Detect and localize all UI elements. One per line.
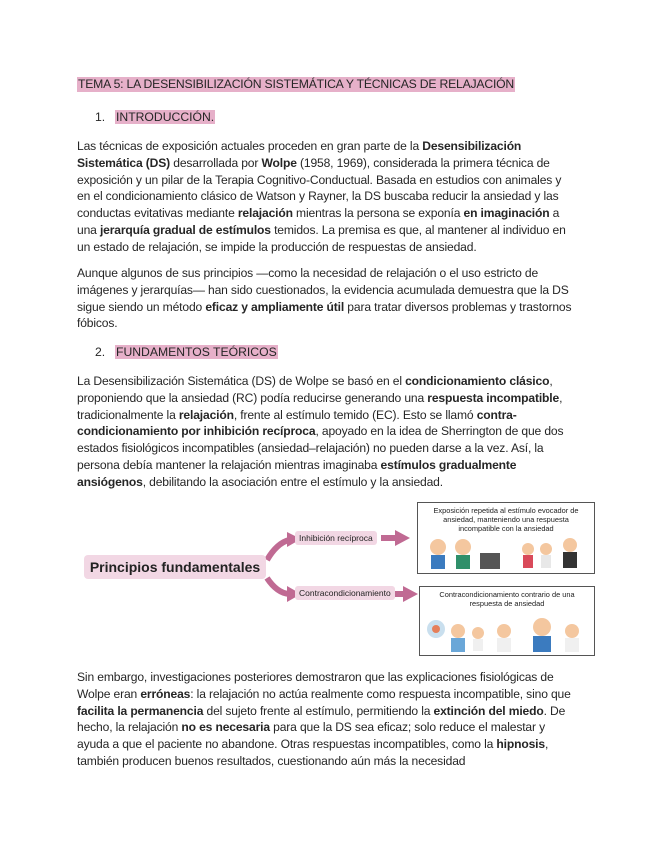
paragraph-fundamentos: [77, 373, 577, 491]
section-heading-fundamentos: [95, 345, 278, 360]
text-run: desarrollada por: [170, 155, 262, 170]
bold-run: Desensibilización Sistemática (DS): [77, 139, 522, 170]
bold-run: jerarquía gradual de estímulos: [99, 222, 271, 237]
arrow-to-inhibicion: [267, 540, 289, 560]
principles-diagram: [77, 498, 597, 658]
text-run: : la relajación no actúa realmente como respuesta incompatible, sino que: [190, 686, 571, 701]
bold-run: estímulos gradualmente ansiógenos: [77, 457, 517, 489]
text-run: , apoyado en la idea de Sherrington de que dos estados fisiológicos incompatibles (ansiedad–relajación) no pueden darse a la vez. Así, la persona debía mantener la relajación mientras imaginaba: [77, 424, 564, 472]
page-title: TEMA 5: LA DESENSIBILIZACIÓN SISTEMÁTICA Y TÉCNICAS DE RELAJACIÓN: [78, 77, 515, 91]
paragraph-criticas: [77, 669, 577, 770]
illustration-exposure: [418, 503, 596, 575]
paragraph-intro: [77, 138, 577, 256]
inhibicion-reciproca-box: Inhibición recíproca: [295, 531, 377, 545]
bold-run: en imaginación: [463, 206, 550, 221]
bold-run: no es necesaria: [181, 720, 270, 735]
text-run: , frente al estímulo temido (EC). Esto se llamó: [233, 407, 477, 422]
bold-run: erróneas: [140, 686, 191, 701]
text-run: temidos. La premisa es que, al mantener al individuo en un estado de relajación, se impide la producción de respuestas de ansiedad.: [77, 222, 566, 254]
text-run: mientras la persona se exponía: [292, 206, 464, 221]
text-run: del sujeto frente al estímulo, permitiendo la: [203, 703, 434, 718]
text-run: (1958, 1969), considerada la primera técnica de exposición y un pilar de la Terapia Cognitivo-Conductual. Basada en estudios con animales y en el condicionamiento clásico de Watson y Rayner, la DS buscaba reducir la ansiedad y las conductas evitativas mediante: [77, 155, 562, 221]
arrow-to-contracondicionamiento: [267, 578, 289, 594]
contracondicionamiento-box: Contracondicionamiento: [295, 586, 395, 600]
section-number: 1.: [95, 110, 106, 124]
bold-run: respuesta incompatible: [427, 390, 560, 405]
text-run: Las técnicas de exposición actuales proceden en gran parte de la: [77, 139, 423, 153]
inhibicion-card: [417, 502, 595, 574]
bold-run: relajación: [178, 407, 234, 422]
text-run: Sin embargo, investigaciones posteriores demostraron que las explicaciones fisiológicas de Wolpe eran: [77, 670, 554, 701]
text-run: para tratar diversos problemas y trastornos fóbicos.: [77, 299, 572, 331]
section-number: 2.: [95, 345, 106, 359]
text-run: , tradicionalmente la: [77, 390, 563, 422]
contracondicionamiento-card: [419, 586, 595, 656]
section-title: FUNDAMENTOS TEÓRICOS: [116, 345, 277, 359]
bold-run: contra-condicionamiento por inhibición recíproca: [77, 407, 517, 439]
text-run: a una: [77, 206, 560, 237]
principios-fundamentales-box: Principios fundamentales: [84, 555, 266, 579]
bold-run: facilita la permanencia: [77, 703, 204, 718]
section-title: INTRODUCCIÓN.: [116, 110, 215, 124]
illustration-counterconditioning: [420, 587, 596, 657]
contracondicionamiento-card-caption: Contracondicionamiento contrario de una respuesta de ansiedad: [439, 590, 575, 608]
bold-run: eficaz y ampliamente útil: [205, 299, 345, 314]
bold-run: extinción del miedo: [433, 703, 544, 718]
text-run: para que la DS sea eficaz; solo reduce el malestar y ayuda a que el paciente no abandone. Otras respuestas incompatibles, como la: [77, 720, 545, 752]
paragraph-eficacia: [77, 265, 577, 332]
text-run: . De hecho, la relajación: [77, 703, 566, 735]
bold-run: condicionamiento clásico: [405, 374, 550, 388]
bold-run: Wolpe: [261, 155, 297, 170]
text-run: Aunque algunos de sus principios —como la necesidad de relajación o el uso estricto de imágenes y jerarquías— han sido cuestionados, la evidencia acumulada demuestra que la DS sigue siendo un método: [77, 266, 569, 314]
arrowhead-card2: [403, 586, 418, 602]
bold-run: relajación: [237, 206, 293, 221]
text-run: , también producen buenos resultados, cuestionando aún más la necesidad: [77, 737, 549, 768]
text-run: , proponiendo que la ansiedad (RC) podía reducirse generando una: [77, 374, 553, 405]
section-heading-introduccion: [95, 110, 215, 125]
text-run: , debilitando la asociación entre el estímulo y la ansiedad.: [142, 474, 443, 489]
inhibicion-card-caption: Exposición repetida al estímulo evocador de ansiedad, manteniendo una respuesta incompatible con la ansiedad: [433, 506, 579, 533]
arrowhead-card1: [395, 530, 410, 546]
text-run: La Desensibilización Sistemática (DS) de Wolpe se basó en el: [77, 374, 406, 388]
bold-run: hipnosis: [496, 737, 545, 752]
